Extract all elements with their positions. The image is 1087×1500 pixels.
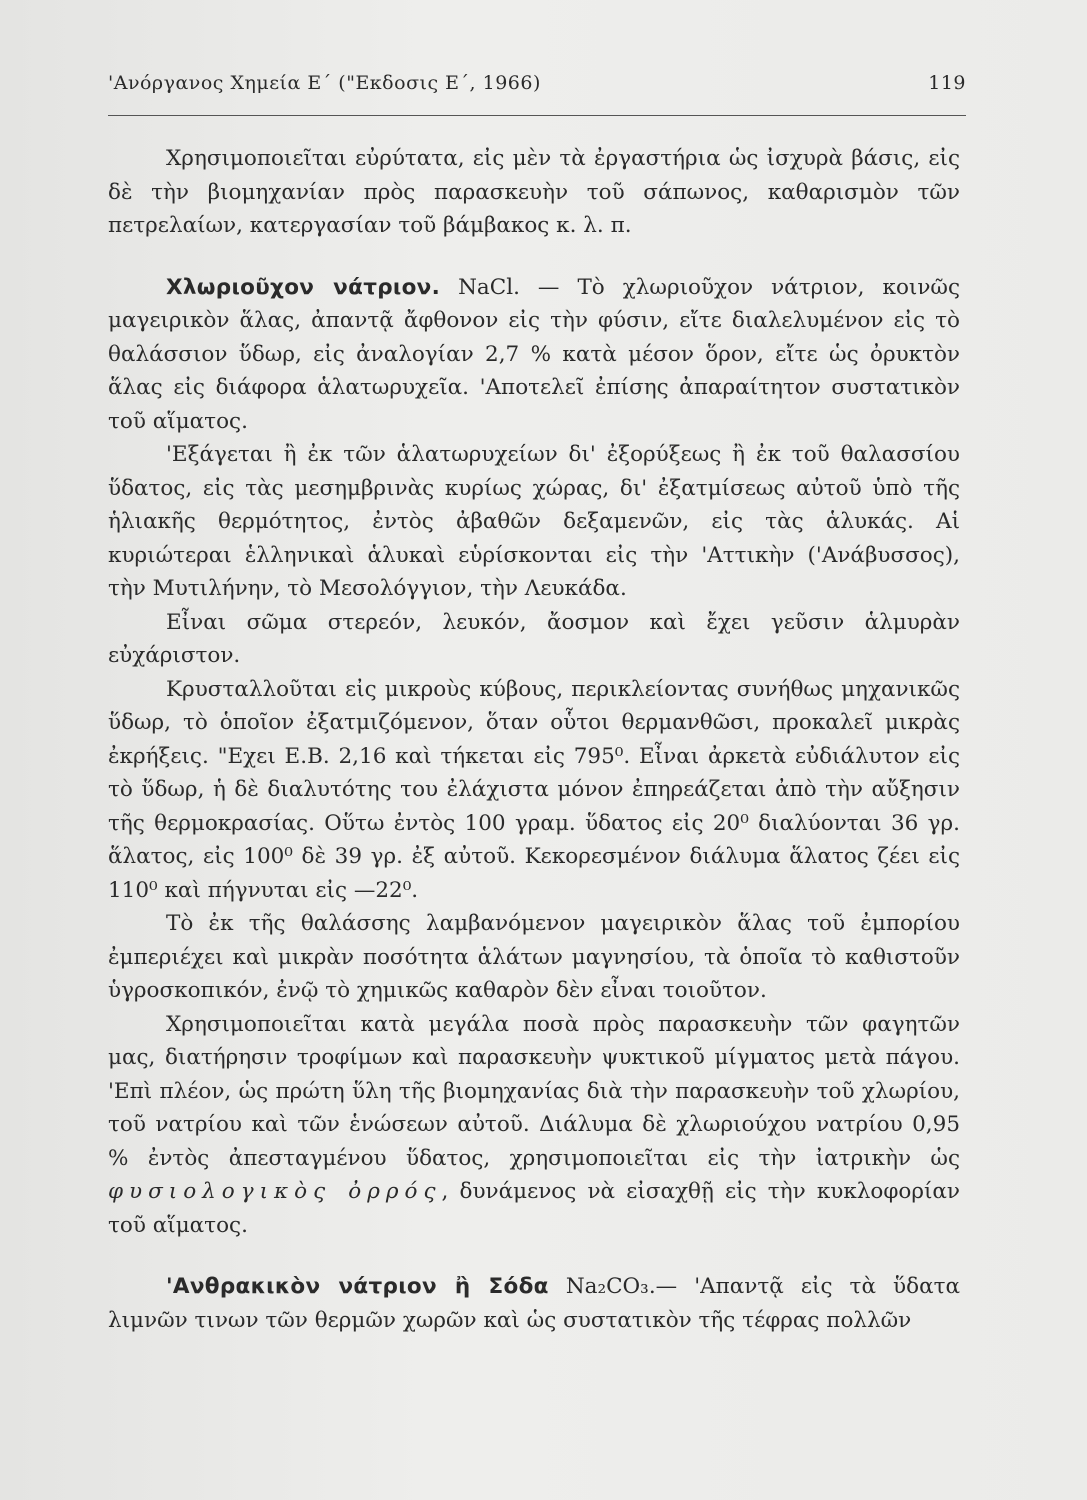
paragraph-nacl-intro [108,271,960,439]
section-heading-soda: 'Ανθρακικὸν νάτριον ἢ Σόδα [166,1274,549,1299]
formula-soda: Na₂CO₃ [565,1274,649,1299]
paragraph-crystallization: Κρυσταλλοῦται εἰς μικροὺς κύβους, περικλείοντας συνήθως μηχανικῶς ὕδωρ, τὸ ὁποῖον ἐξατμιζόμενον, ὅταν οὗτοι θερμανθῶσι, προκαλεῖ μικρὰς ἐκρήξεις. "Εχει Ε.Β. 2,16 καὶ τήκεται εἰς 795⁰. Εἶναι ἀρκετὰ εὐδιάλυτον εἰς τὸ ὕδωρ, ἡ δὲ διαλυτότης του ἐλάχιστα μόνον ἐπηρεάζεται ἀπὸ τὴν αὔξησιν τῆς θερμοκρασίας. Οὕτω ἐντὸς 100 γραμ. ὕδατος εἰς 20⁰ διαλύονται 36 γρ. ἅλατος, εἰς 100⁰ δὲ 39 γρ. ἐξ αὐτοῦ. Κεκορεσμένον διάλυμα ἅλατος ζέει εἰς 110⁰ καὶ πήγνυται εἰς —22⁰. [108,676,960,903]
spaced-term: φυσιολογικὸς ὀρρός [108,1179,442,1204]
paragraph-commercial-salt: Τὸ ἐκ τῆς θαλάσσης λαμβανόμενον μαγειρικὸν ἅλας τοῦ ἐμπορίου ἐμπεριέχει καὶ μικρὰν ποσότητα ἁλάτων μαγνησίου, τὰ ὁποῖα τὸ καθιστοῦν ὑγροσκοπικόν, ἐνῷ τὸ χημικῶς καθαρὸν δὲν εἶναι τοιοῦτον. [108,911,960,1003]
paragraph-soda-intro [108,1270,960,1337]
section-heading-nacl: Χλωριοῦχον νάτριον. [166,274,441,300]
header-rule [108,115,966,116]
paragraph-properties: Εἶναι σῶμα στερεόν, λευκόν, ἄοσμον καὶ ἔχει γεῦσιν ἁλμυρὰν εὐχάριστον. [108,609,960,668]
uses-text-b: , δυνάμενος νὰ εἰσαχθῇ εἰς τὴν κυκλοφορίαν τοῦ αἵματος. [108,1179,960,1238]
nacl-intro-text: — Τὸ χλωριοῦχον νάτριον, κοινῶς μαγειρικὸν ἅλας, ἀπαντᾷ ἄφθονον εἰς τὴν φύσιν, εἴτε διαλελυμένον εἰς τὸ θαλάσσιον ὕδωρ, εἰς ἀναλογίαν 2,7 % κατὰ μέσον ὅρον, εἴτε ὡς ὀρυκτὸν ἅλας εἰς διάφορα ἁλατωρυχεῖα. 'Αποτελεῖ ἐπίσης ἀπαραίτητον συστατικὸν τοῦ αἵματος. [108,274,960,434]
page-number: 119 [928,72,966,94]
body-text [108,142,960,1337]
formula-nacl: NaCl. [458,274,520,300]
running-header [108,72,966,102]
header-title: 'Ανόργανος Χημεία Ε΄ ("Εκδοσις Ε΄, 1966) [108,72,541,94]
soda-intro-text: .— 'Απαντᾷ εἰς τὰ ὕδατα λιμνῶν τινων τῶν θερμῶν χωρῶν καὶ ὡς συστατικὸν τῆς τέφρας πολλῶν [108,1274,960,1333]
paragraph-extraction: 'Εξάγεται ἢ ἐκ τῶν ἁλατωρυχείων δι' ἐξορύξεως ἢ ἐκ τοῦ θαλασσίου ὕδατος, εἰς τὰς μεσημβρινὰς κυρίως χώρας, δι' ἐξατμίσεως αὐτοῦ ὑπὸ τῆς ἡλιακῆς θερμότητος, ἐντὸς ἀβαθῶν δεξαμενῶν, εἰς τὰς ἁλυκάς. Αἱ κυριώτεραι ἑλληνικαὶ ἁλυκαὶ εὑρίσκονται εἰς τὴν 'Αττικὴν ('Ανάβυσσος), τὴν Μυτιλήνην, τὸ Μεσολόγγιον, τὴν Λευκάδα. [108,442,960,601]
uses-text-a: Χρησιμοποιεῖται κατὰ μεγάλα ποσὰ πρὸς παρασκευὴν τῶν φαγητῶν μας, διατήρησιν τροφίμων καὶ παρασκευὴν ψυκτικοῦ μίγματος μετὰ πάγου. 'Επὶ πλέον, ὡς πρώτη ὕλη τῆς βιομηχανίας διὰ τὴν παρασκευὴν τοῦ χλωρίου, τοῦ νατρίου καὶ τῶν ἑνώσεων αὐτοῦ. Διάλυμα δὲ χλωριούχου νατρίου 0,95 % ἐντὸς ἀπεσταγμένου ὕδατος, χρησιμοποιεῖται εἰς τὴν ἰατρικὴν ὡς [108,1011,960,1171]
paragraph-uses-nacl [108,1008,960,1243]
paragraph-usage-naoh: Χρησιμοποιεῖται εὐρύτατα, εἰς μὲν τὰ ἐργαστήρια ὡς ἰσχυρὰ βάσις, εἰς δὲ τὴν βιομηχανίαν πρὸς παρασκευὴν τοῦ σάπωνος, καθαρισμὸν τῶν πετρελαίων, κατεργασίαν τοῦ βάμβακος κ. λ. π. [108,146,960,238]
